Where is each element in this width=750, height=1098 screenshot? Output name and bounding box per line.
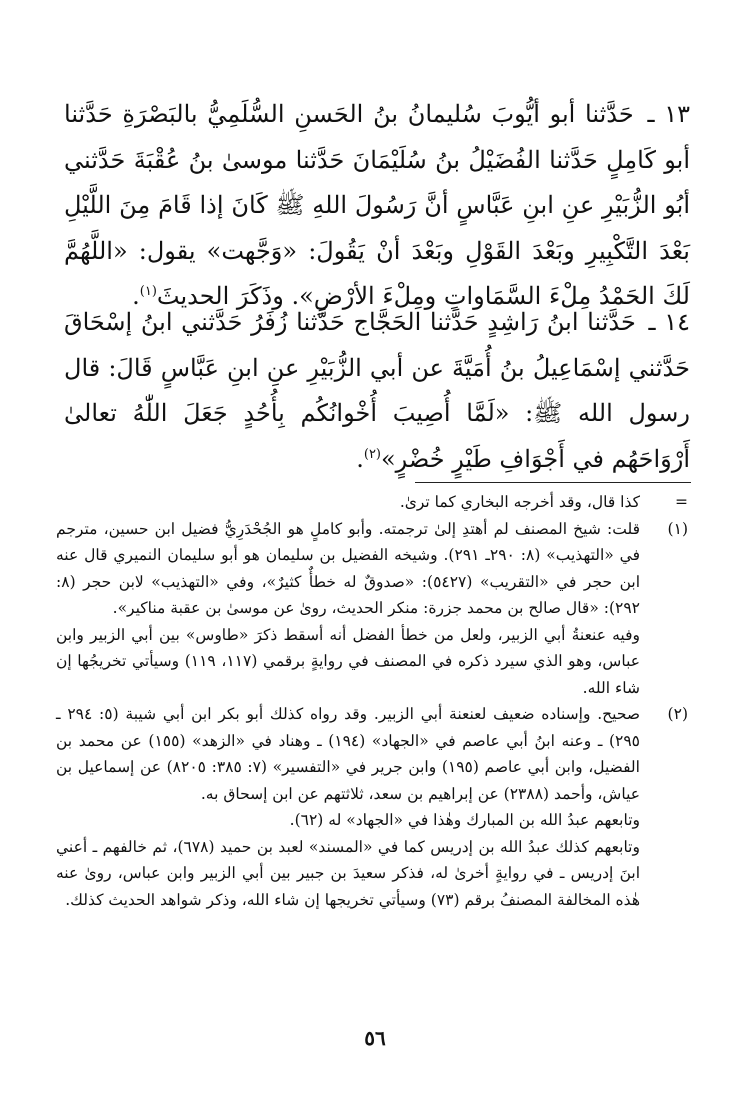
footnote-1-paragraph: وفيه عنعنةُ أبي الزبير، ولعل من خطأ الفضل أنه أسقط ذكرَ «طاوس» بين أبي الزبير وابن عباس، وهو الذي سيرد ذكره في المصنف في روايةٍ برقمي (١١٧، ١١٩) وسيأتي تخريجُها إن شاء الله. [56,625,641,697]
footnote-continuation-body [56,489,640,516]
hadith-14-text: حَدَّثنا ابنُ رَاشِدٍ حَدَّثنا الحَجَّاج حَدَّثنا زُفَرُ حَدَّثني ابنُ إسْحَاقَ حَدَّثني إسْمَاعِيلُ بنُ أُمَيَّةَ عن أبي الزُّبَيْرِ عنِ ابنِ عَبَّاسٍ قَالَ: قال رسول الله ﷺ: «لَمَّا أُصِيبَ أُخْوانُكُم بِأُحُدٍ جَعَلَ اللّٰهُ تعالىٰ أَرْوَاحَهُم في أَجْوَافِ طَيْرٍ خُضْرٍ» [64,308,690,473]
hadith-14-end: . [356,444,364,473]
footnote-2-body [56,701,640,913]
footnote-1-body [56,516,640,702]
footnote-1-paragraph: قلت: شيخ المصنف لم أهتدِ إلىٰ ترجمته. وأبو كاملٍ هو الجُحْدَرِيُّ فضيل ابن حسين، مترجم في «التهذيب» (٨: ٢٩٠ـ ٢٩١). وشيخه الفضيل بن سليمان هو أبو سليمان النميري قال عنه ابن حجر في «التقريب» (٥٤٢٧): «صدوقٌ له خطأٌ كثيرٌ»، وفي «التهذيب» لابن حجر (٨: ٢٩٢): «قال صالح بن محمد جزرة: منكر الحديث، روىٰ عن موسىٰ بن عقبة مناكير». [56,519,641,617]
footnote-ref-1[interactable]: (١) [139,284,157,299]
hadith-13 [64,92,690,320]
footnotes-section [56,489,690,913]
footnote-continuation-text: كذا قال، وقد أخرجه البخاري كما ترىٰ. [399,493,640,511]
footnote-2-marker: (٢) [667,705,688,723]
hadith-13-text: حَدَّثنا أبو أيُّوبَ سُليمانُ بنُ الحَسنِ السُّلَمِيُّ بالبَصْرَةِ حَدَّثنا أبو كَامِلٍ حَدَّثنا الفُضَيْلُ بنُ سُلَيْمَانَ حَدَّثنا موسىٰ بنُ عُقْبَةَ حَدَّثني أبُو الزُّبَيْرِ عنِ ابنِ عَبَّاسٍ أنَّ رَسُولَ اللهِ ﷺ كَانَ إذا قَامَ مِنَ اللَّيْلِ بَعْدَ التَّكْبِيرِ وبَعْدَ القَوْلِ وبَعْدَ أنْ يَقُولَ: «وَجَّهت» يقول: «اللَّهُمَّ لَكَ الحَمْدُ مِلْءَ السَّمَاواتِ ومِلْءَ الأرْضِ». وذَكَرَ الحديثَ [64,100,690,310]
footnote-2 [56,701,690,913]
hadith-13-end: . [132,282,140,310]
footnote-continuation [56,489,690,516]
hadith-14 [64,300,690,482]
footnote-divider [415,482,691,483]
footnote-1-marker: (١) [667,519,688,538]
footnote-2-paragraph: وتابعهم عبدُ الله بن المبارك وهٰذا في «الجهاد» له (٦٢). [289,811,640,829]
continuation-marker: = [675,493,688,511]
footnote-ref-2[interactable]: (٢) [363,446,381,462]
footnote-2-paragraph: وتابعهم كذلك عبدُ الله بن إدريس كما في «المسند» لعبد بن حميد (٦٧٨)، ثم خالفهم ـ أعني ابنَ إدريس ـ في روايةٍ أخرىٰ له، فذكر سعيدَ بن جبير بين أبي الزبير وابن عباس، روىٰ عنه هٰذه المخالفة المصنفُ برقم (٧٣) وسيأتي تخريجها إن شاء الله، وذكر شواهد الحديث كذلك. [56,837,640,909]
hadith-14-number: ١٤ ـ [648,308,690,336]
hadith-13-number: ١٣ ـ [647,100,690,128]
footnote-2-paragraph: صحيح. وإسناده ضعيف لعنعنة أبي الزبير. وقد رواه كذلك أبو بكر ابن أبي شيبة (٥: ٢٩٤ ـ ٢٩٥) ـ وعنه ابنُ أبي عاصم في «الجهاد» (١٩٤) ـ وهناد في «الزهد» (١٥٥) عن محمد بن الفضيل، وابن أبي عاصم (١٩٥) وابن جرير في «التفسير» (٧: ٣٨٥: ٨٢٠٥) عن إسماعيل بن عياش، وأحمد (٢٣٨٨) عن إبراهيم بن سعد، ثلاثتهم عن ابن إسحاق به. [56,705,640,803]
page-number: ٥٦ [364,1026,386,1050]
footnote-1 [56,516,690,702]
